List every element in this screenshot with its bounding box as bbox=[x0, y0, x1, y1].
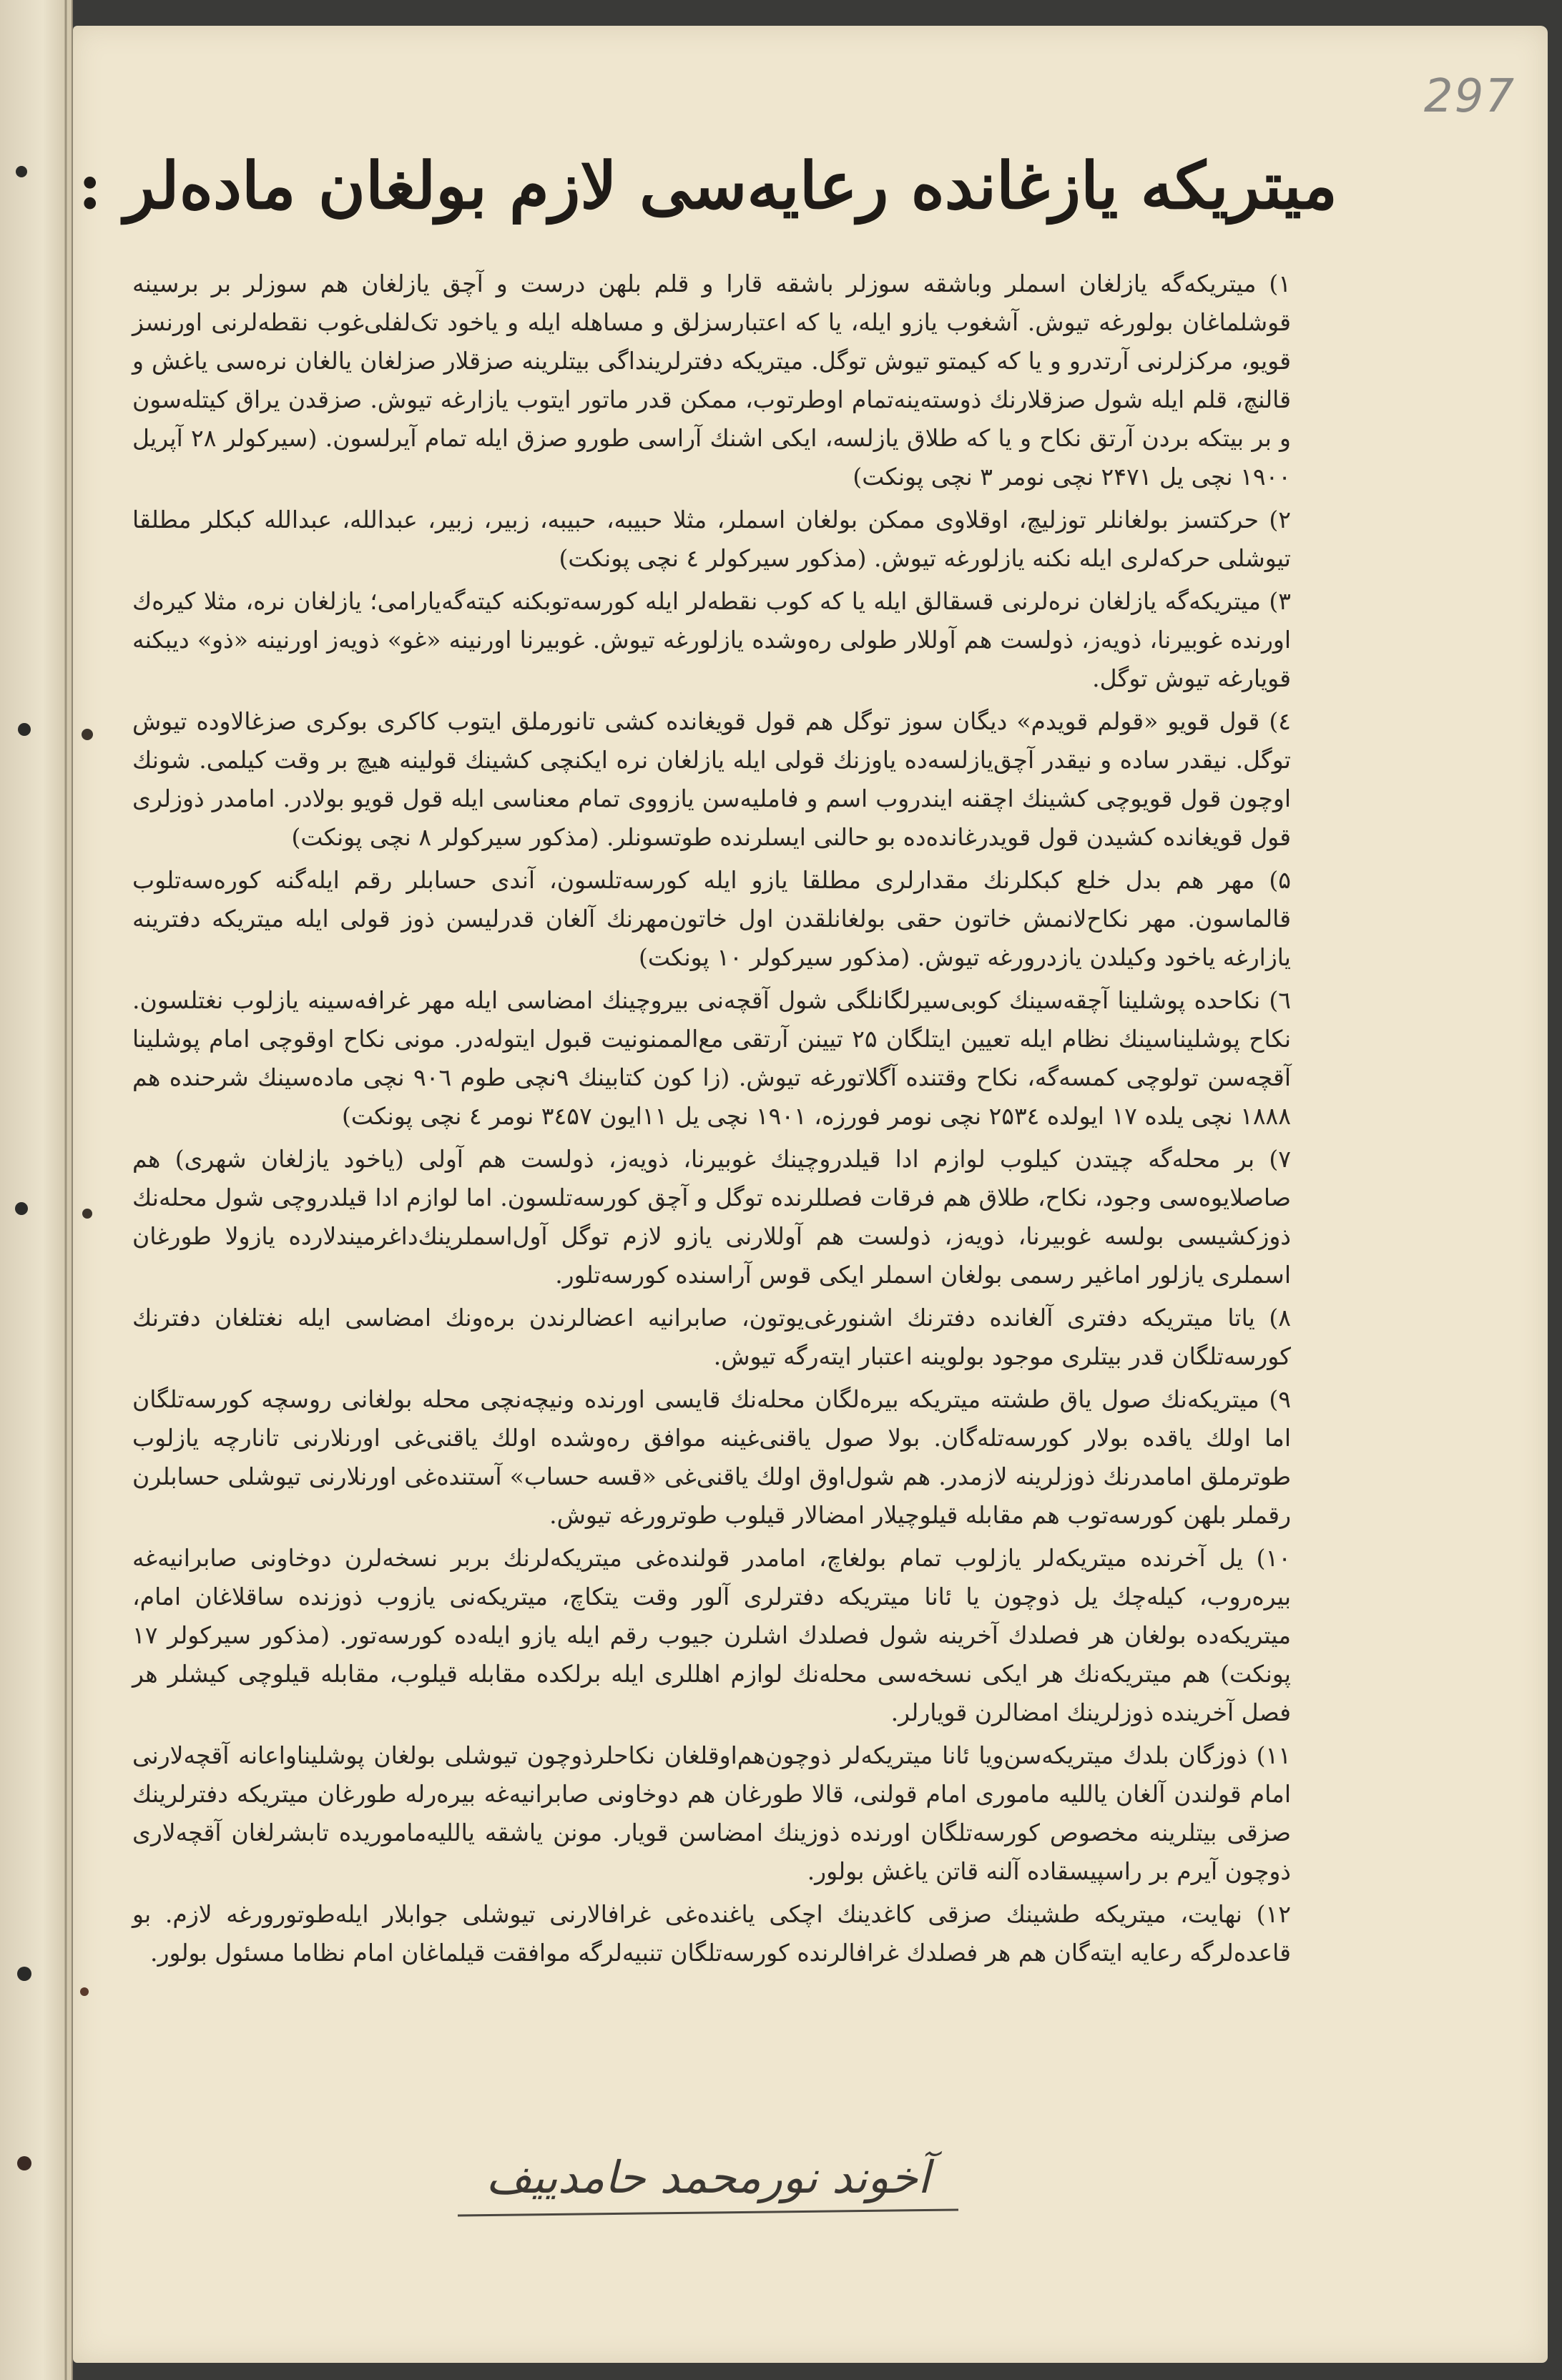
signature: آخوند نورمحمد حامدییف bbox=[486, 2151, 930, 2203]
document-body bbox=[132, 265, 1291, 2067]
paragraph-7: ۷) بر محله‌گه چیتدن کیلوب لوازم ادا قیلدروچینك غوبیرنا، ذویه‌ز، ذولست هم آولی (یاخود یازلغان شهری) هم صاصلایوه‌سی وجود، نکاح، طلاق هم فرقات فصللرنده توگل و آچق کورسه‌تلسون. اما لوازم ادا قیلدروچی شول محله‌نك ذوزکشیسی بولسه غوبیرنا، ذویه‌ز، ذولست هم آوللارنی یازو لازم توگل آول‌اسملرینك‌داغرمیندلارده یازولا طورغان اسملری یازلور اماغیر رسمی بولغان اسملر ایکی قوس آراسنده کورسه‌تلور. bbox=[132, 1145, 1291, 1289]
paragraph-5: ۵) مهر هم بدل خلع کبکلرنك مقدارلری مطلقا یازو ایله کورسه‌تلسون، آندی حسابلر رقم ایله‌گنه کوره‌سه‌تلوب قالماسون. مهر نکاح‌لانمش خاتون حقی بولغانلقدن اول خاتون‌مهرنك آلغان قدرلیسن ذوز قولی ایله میتریکه دفترینه یازارغه یاخود وکیلدن یازدرورغه تیوش. (مذکور سیرکولر ۱۰ پونکت) bbox=[132, 866, 1291, 971]
margin-ink-dot bbox=[80, 1987, 89, 1996]
paragraph-12: ۱۲) نهایت، میتریکه طشینك صزقی کاغدینك اچکی یاغنده‌غی غرافالارنی تیوشلی جوابلار ایله‌طوتورورغه لازم. بو قاعده‌لرگه رعایه ایته‌گان هم هر فصلدك غرافالرنده کورسه‌تلگان تنبیه‌لرگه موافقت قیلماغان امام نظاما مسئول بولور. bbox=[132, 1900, 1291, 1967]
paragraph-11: ۱۱) ذوزگان بلدك میتریکه‌سن‌ویا ئانا میتریکه‌لر ذوچون‌هم‌اوقلغان نکاحلر‌ذوچون تیوشلی بولغان پوشلینا‌وا‌عانه آقچه‌لارنی امام قولندن آلغان یاللیه ماموری امام قولنی، قالا طورغان هم دوخاونی صابرانیه‌غه بیره‌رله طورغان میتریکه دفترلرینك صزقی بیتلرینه مخصوص کورسه‌تلگان اورنده ذوزینك امضاسن قویار. مونن یاشقه یاللیه‌ماموریده تابشرلغان آقچه‌لاری ذوچون آیرم بر راسپیسقاده آلنه قاتن یاغش بولور. bbox=[132, 1741, 1291, 1885]
page-number: 297 bbox=[1423, 70, 1516, 123]
paragraph-10: ۱۰) یل آخرنده میتریکه‌لر یازلوب تمام بولغاچ، امامدر قولنده‌غی میتریکه‌لرنك بر‌بر نسخه‌لرن دوخاونی صابرانیه‌غه بیره‌روب، کیله‌چك یل ذوچون یا ئانا میتریکه دفترلری آلور وقت یتکاچ، میتریکه‌نی یازوب ذوزنده ساقلاغان امام، میتریکه‌ده بولغان هر فصلدك آخرینه شول فصلدك اشلرن جیوب رقم ایله یازو ایله‌ده کورسه‌تور. (مذکور سیرکولر ۱۷ پونکت) هم میتریکه‌نك هر ایکی نسخه‌سی محله‌نك لوازم اهللری ایله برلکده مقابله قیلوب، مقابله قیلوچی کیشلر هر فصل آخرینده ذوزلرینك امضالرن قویارلر. bbox=[132, 1544, 1291, 1726]
signature-block bbox=[415, 2142, 1001, 2221]
paragraph-3: ۳) میتریکه‌گه یازلغان نره‌لرنی قسقالق ایله یا که کوب نقطه‌لر ایله کورسه‌توبکنه کیته‌گه‌یارامی؛ یازلغان نره، مثلا کیره‌ك اورنده غوبیرنا، ذویه‌ز، ذولست هم آوللار طولی ره‌وشده یازلورغه تیوش. غوبیرنا اورنینه «غو» ذویه‌ز اورنینه «ذو» دیبکنه قویارغه تیوش توگل. bbox=[132, 587, 1291, 692]
paragraph-1: ۱) میتریکه‌گه یازلغان اسملر وباشقه سوزلر باشقه قارا و قلم بلهن درست و آچق یازلغان هم سوزلر بر برسینه قوشلماغان بولورغه تیوش. آشغوب یازو ایله، یا که اعتبارسزلق و مساهله ایله و یاخود تک‌لفلی‌غوب نقطه‌لرنی اورنسز قویو، مرکزلرنی آرتدرو و یا که کیمتو تیوش توگل. میتریکه دفترلرینداگی بیتلرینه صزقلار صزلغان یالغان نره‌سی یاغش و قالنچ، قلم ایله شول صزقلارنك ذوسته‌ینه‌تمام اوطرتوب، ممکن قدر ماتور ایتوب یازارغه تیوش. صزقدن یراق کیتله‌سون و بر بیتکه بردن آرتق نکاح و یا که طلاق یازلسه، ایکی اشنك آراسی طورو صزق ایله تمام آیرلسون. (سیرکولر ۲۸ آپریل ۱۹۰۰ نچی یل ۲۴۷۱ نچی نومر ۳ نچی پونکت) bbox=[132, 270, 1291, 491]
paragraph-2: ۲) حرکتسز بولغانلر توزلیچ، اوقلاوی ممکن بولغان اسملر، مثلا حبیبه، حبیبه، زبیر، زبیر، عبدالله، عبدالله کبکلر مطلقا تیوشلی حرکه‌لری ایله نکنه یازلورغه تیوش. (مذکور سیرکولر ٤ نچی پونکت) bbox=[132, 506, 1291, 572]
paragraph-6: ٦) نکاحده پوشلینا آچقه‌سینك کوبی‌سیرلگانلگی شول آقچه‌نی بیروچینك امضاسی ایله مهر غرافه‌سینه یازلوب نغتلسون. نکاح پوشلیناسینك نظام ایله تعیین ایتلگان ۲۵ تیینن آرتقی مع‌الممنونیت قبول ایتوله‌در. مونی نکاح اوقوچی امام پوشلینا آقچه‌سن تولوچی کمسه‌گه، نکاح وقتنده آگلاتورغه تیوش. (زا کون کتابینك ٩نچی طوم ۹۰٦ نچی ماده‌سینك شرحنده هم ۱۸۸۸ نچی یلده ۱۷ ایولده ۲۵۳٤ نچی نومر فورزه، ۱۹۰۱ نچی یل ۱۱ایون ۳٤۵۷ نومر ٤ نچی پونکت) bbox=[132, 986, 1292, 1130]
margin-ink-dot bbox=[82, 1209, 92, 1219]
paragraph-4: ٤) قول قویو «قولم قویدم» دیگان سوز توگل هم قول قویغانده کشی تانورملق ایتوب کاکری بوکری صزغالاوده تیوش توگل. نیقدر ساده و نیقدر آچق‌یازلسه‌ده یاوزنك قولی ایله یازلغان نره ایکنچی کشینك قولینه هیچ بر وقت کیلمی. شونك اوچون قول قویوچی کشینك اچقنه ایندروب اسم و فاملیه‌سن یازووی تمام معناسی ایله قول قویو بولادر. امامدر ذوزلری قول قویغانده کشیدن قول قویدرغانده‌ده بو حالنی ایسلرنده طوتسونلر. (مذکور سیرکولر ۸ نچی پونکت) bbox=[132, 707, 1291, 851]
paragraph-9: ۹) میتریکه‌نك صول یاق طشته میتریکه بیره‌لگان محله‌نك قایسی اورنده ونیچه‌نچی محله بولغانی روسچه کورسه‌تلگان اما اولك یاقده بولار کورسه‌تله‌گان. بولا صول یاقنی‌غینه موافق ره‌وشده اولك یاقنی‌غی اورنلارنی تانارچه یازلوب طوترملق امامدرنك ذوزلرینه لازمدر. هم شول‌اوق اولك یاقنی‌غی «قسه حساب» آستنده‌غی اورنلارنی تیوشلی حسابلرن رقملر بلهن کورسه‌توب هم مقابله قیلوچیلار امضالار قیلوب طوترورغه تیوش. bbox=[132, 1385, 1291, 1529]
paragraph-8: ۸) یاتا میتریکه دفتری آلغانده دفترنك اشنورغی‌یوتون، صابرانیه اعضالرندن بره‌ونك امضاسی ایله نغتلغان دفترنك کورسه‌تلگان قدر بیتلری موجود بولوینه اعتبار ایته‌رگه تیوش. bbox=[132, 1304, 1291, 1370]
document-title: میتریکه یازغانده رعایه‌سی لازم بولغان ماده‌لر : bbox=[78, 148, 1337, 224]
margin-ink-dot bbox=[82, 729, 93, 740]
